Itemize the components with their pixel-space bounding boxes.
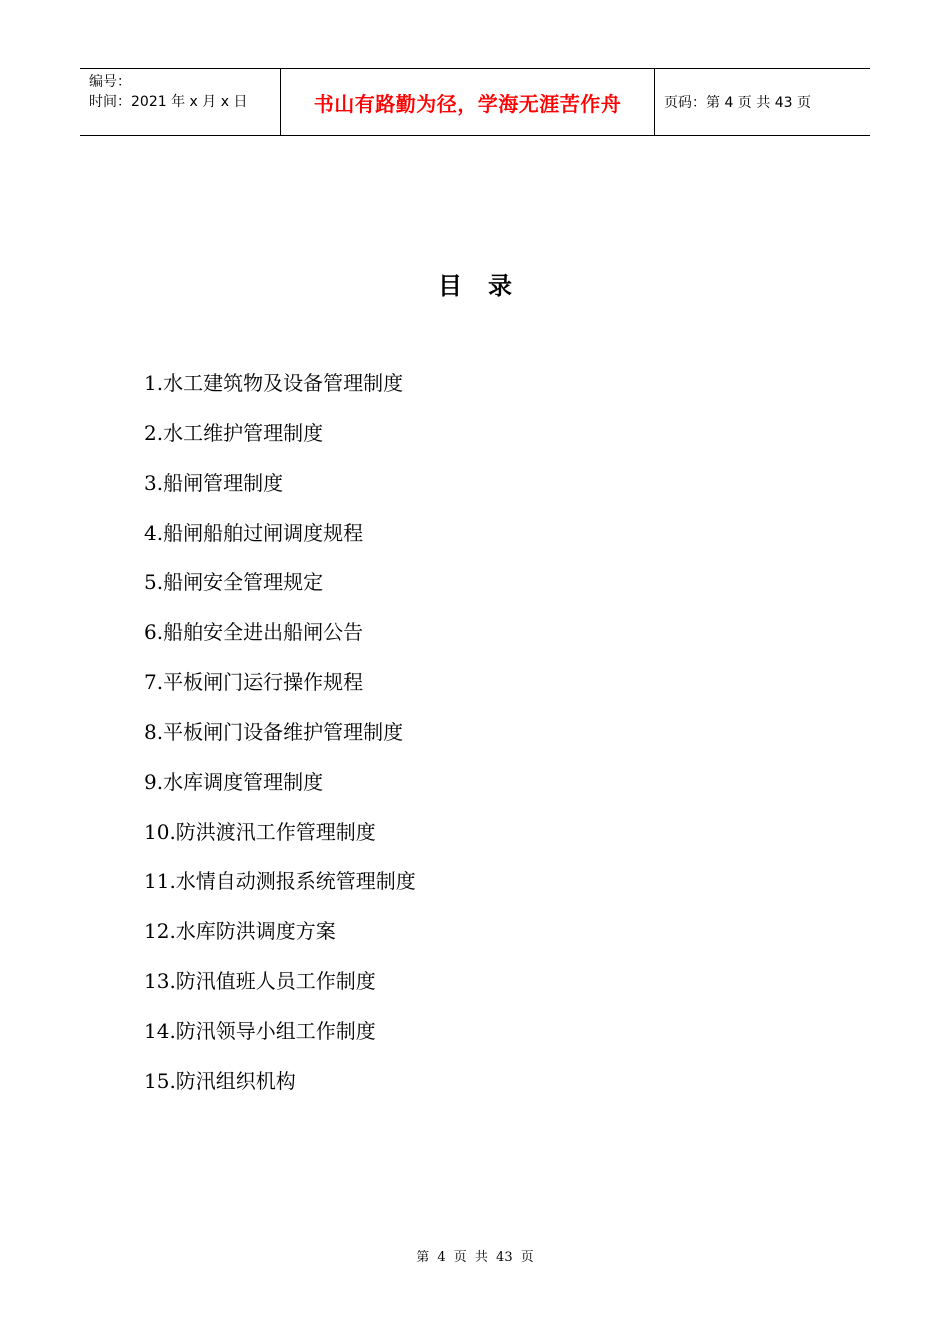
page-footer: 第 4 页 共 43 页 <box>416 1250 534 1265</box>
time-label: 时间：2021 年 x 月 x 日 <box>89 94 248 110</box>
toc-title: 目录 <box>438 272 538 300</box>
toc-item: 5.船闸安全管理规定 <box>144 570 324 595</box>
toc-item: 15.防汛组织机构 <box>144 1068 296 1093</box>
page-header <box>80 68 870 136</box>
toc-item: 13.防汛值班人员工作制度 <box>144 969 376 994</box>
toc-item: 6.船舶安全进出船闸公告 <box>144 620 364 645</box>
toc-item: 14.防汛领导小组工作制度 <box>144 1018 376 1043</box>
code-label: 编号： <box>89 74 131 90</box>
toc-list <box>144 368 416 1116</box>
toc-item: 7.平板闸门运行操作规程 <box>144 670 364 695</box>
header-meta <box>80 69 281 135</box>
toc-item: 4.船闸船舶过闸调度规程 <box>144 520 364 545</box>
toc-item: 12.水库防洪调度方案 <box>144 919 336 944</box>
header-page-info: 页码：第 4 页 共 43 页 <box>664 95 811 111</box>
toc-item: 8.平板闸门设备维护管理制度 <box>144 719 404 744</box>
toc-item: 2.水工维护管理制度 <box>144 420 324 445</box>
toc-item: 10.防洪渡汛工作管理制度 <box>144 819 376 844</box>
toc-item: 1.水工建筑物及设备管理制度 <box>144 371 404 395</box>
toc-item: 3.船闸管理制度 <box>144 470 284 495</box>
toc-item: 11.水情自动测报系统管理制度 <box>144 869 416 894</box>
header-motto: 书山有路勤为径，学海无涯苦作舟 <box>281 69 655 135</box>
toc-item: 9.水库调度管理制度 <box>144 769 324 794</box>
